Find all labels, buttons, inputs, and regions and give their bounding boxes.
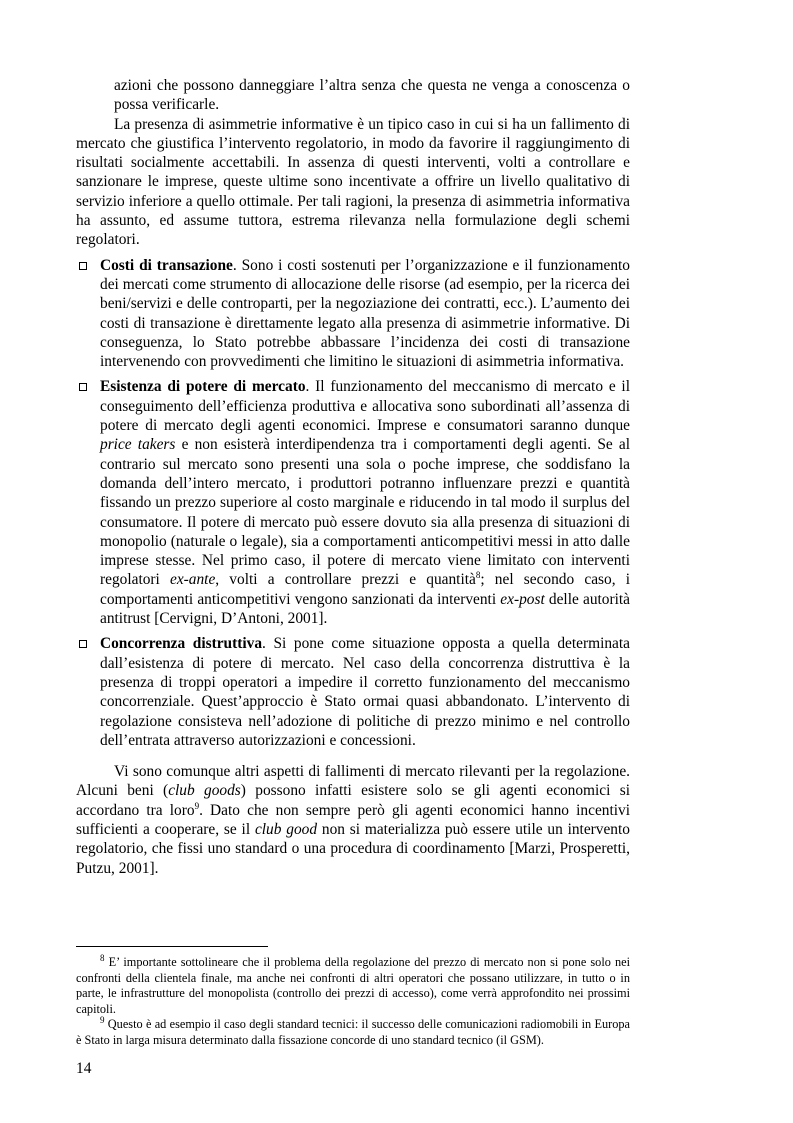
italic-term: club good — [254, 820, 318, 838]
paragraph-text: Vi sono comunque altri aspetti di fallimenti di mercato rilevanti per la regolazione. Alcuni beni ( — [76, 763, 630, 800]
italic-term: price takers — [100, 436, 176, 454]
bullet-title: Concorrenza distruttiva — [100, 635, 263, 653]
bullet-text: , volti a controllare prezzi e quantità — [215, 571, 476, 589]
footnote-9 — [76, 1017, 630, 1048]
italic-term: club goods — [168, 782, 241, 800]
checkbox-bullet-icon — [79, 383, 87, 391]
body-text — [76, 76, 630, 878]
checkbox-bullet-icon — [79, 262, 87, 270]
bullet-text: . Sono i costi sostenuti per l’organizzazione e il funzionamento dei mercati come strumento di allocazione delle risorse (ad esempio, per la ricerca dei beni/servizi e delle controparti, per la negoziazione dei contratti, ecc.). L’aumento dei costi di transazione è direttamente legato alla presenza di asimmetrie informative. Di conseguenza, lo Stato potrebbe abbassare l’incidenza dei costi di transazione intervenendo con provvedimenti che limitino le situazioni di asimmetria informativa. — [100, 256, 630, 371]
bullet-concorrenza-distruttiva — [76, 634, 630, 750]
bullet-text: delle autorità antitrust [Cervigni, D’Antoni, 2001]. — [100, 590, 630, 628]
paragraph-asimmetrie — [76, 115, 630, 250]
bullet-text: e non esisterà interdipendenza tra i comportamenti degli agenti. Se al contrario sul mercato sono presenti una sola o poche imprese, che soddisfano la domanda dell’intero mercato, i produttori potranno influenzare prezzi e quantità fissando un prezzo superiore al costo marginale e riducendo in tal modo il surplus del consumatore. Il potere di mercato può essere dovuto sia alla presenza di situazioni di monopolio (naturale o legale), sia a comportamenti anticompetitivi messi in atto dalle imprese stesse. Nel primo caso, il potere di mercato viene limitato con interventi regolatori — [100, 436, 630, 589]
footnotes — [76, 952, 630, 1049]
bullet-costi-transazione — [76, 256, 630, 372]
footnote-ref[interactable]: 9 — [194, 800, 200, 811]
paragraph-text: azioni che possono danneggiare l’altra senza che questa ne venga a conoscenza o possa verificarle. — [114, 77, 630, 114]
paragraph-text: . Dato che non sempre però gli agenti economici hanno incentivi sufficienti a cooperare, se il — [76, 801, 630, 838]
footnote-number: 9 — [100, 1015, 105, 1026]
paragraph-text: non si materializza può essere utile un intervento regolatorio, che fissi uno standard o una procedura di coordinamento [Marzi, Prosperetti, Putzu, 2001]. — [76, 820, 630, 877]
italic-term: ex-ante — [170, 571, 216, 589]
bullet-title: Costi di transazione — [100, 256, 233, 274]
footnote-number: 8 — [100, 952, 105, 963]
bullet-potere-mercato — [76, 377, 630, 628]
paragraph-text: La presenza di asimmetrie informative è un tipico caso in cui si ha un fallimento di mercato che giustifica l’intervento regolatorio, in modo da favorire il raggiungimento di risultati socialmente accettabili. In assenza di questi interventi, volti a controllare e sanzionare le imprese, queste ultime sono incentivate a offrire un livello qualitativo di servizio inferiore a quello ottimale. Per tali ragioni, la presenza di asimmetria informativa ha assunto, ed assume tuttora, estrema rilevanza nella formulazione degli schemi regolatori. — [76, 115, 630, 249]
bullet-text: ; nel secondo caso, i comportamenti anticompetitivi vengono sanzionati da interventi — [100, 571, 631, 608]
bullet-text: . Il funzionamento del meccanismo di mercato e il conseguimento dell’efficienza produttiva e allocativa sono subordinati all’assenza di potere di mercato degli agenti economici. Imprese e consumatori saranno dunque — [100, 378, 630, 435]
paragraph-text: ) possono infatti esistere solo se gli agenti economici si accordano tra loro — [76, 782, 630, 819]
bullet-text: . Si pone come situazione opposta a quella determinata dall’esistenza di potere di mercato. Nel caso della concorrenza distruttiva è la presenza di troppi operatori a impedire il corretto funzionamento del meccanismo concorrenziale. Quest’approccio è Stato ormai quasi abbandonato. L’intervento di regolazione consisteva nell’adozione di politiche di prezzo minimo e nel controllo dell’entrata attraverso autorizzazioni e concessioni. — [100, 635, 630, 749]
footnote-text: Questo è ad esempio il caso degli standard tecnici: il successo delle comunicazioni radiomobili in Europa è Stato in larga misura determinato dalla fissazione concorde di uno standard tecnico (il GSM). — [76, 1017, 630, 1047]
bullet-title: Esistenza di potere di mercato — [100, 378, 306, 396]
italic-term: ex-post — [500, 590, 545, 608]
footnote-8 — [76, 952, 630, 1017]
footnote-text: E’ importante sottolineare che il problema della regolazione del prezzo di mercato non si pone solo nei confronti della clientela finale, ma anche nei confronti di altri operatori che possano utilizzare, in tutto o in parte, le infrastrutture del monopolista (controllo dei prezzi di accesso), come verrà approfondito nei prossimi capitoli. — [76, 955, 630, 1016]
paragraph-club-goods — [76, 762, 630, 878]
footnote-ref[interactable]: 8 — [475, 570, 481, 581]
paragraph-continuation — [76, 76, 630, 115]
checkbox-bullet-icon — [79, 640, 87, 648]
page-number: 14 — [76, 1060, 92, 1077]
footnote-separator — [76, 946, 268, 947]
